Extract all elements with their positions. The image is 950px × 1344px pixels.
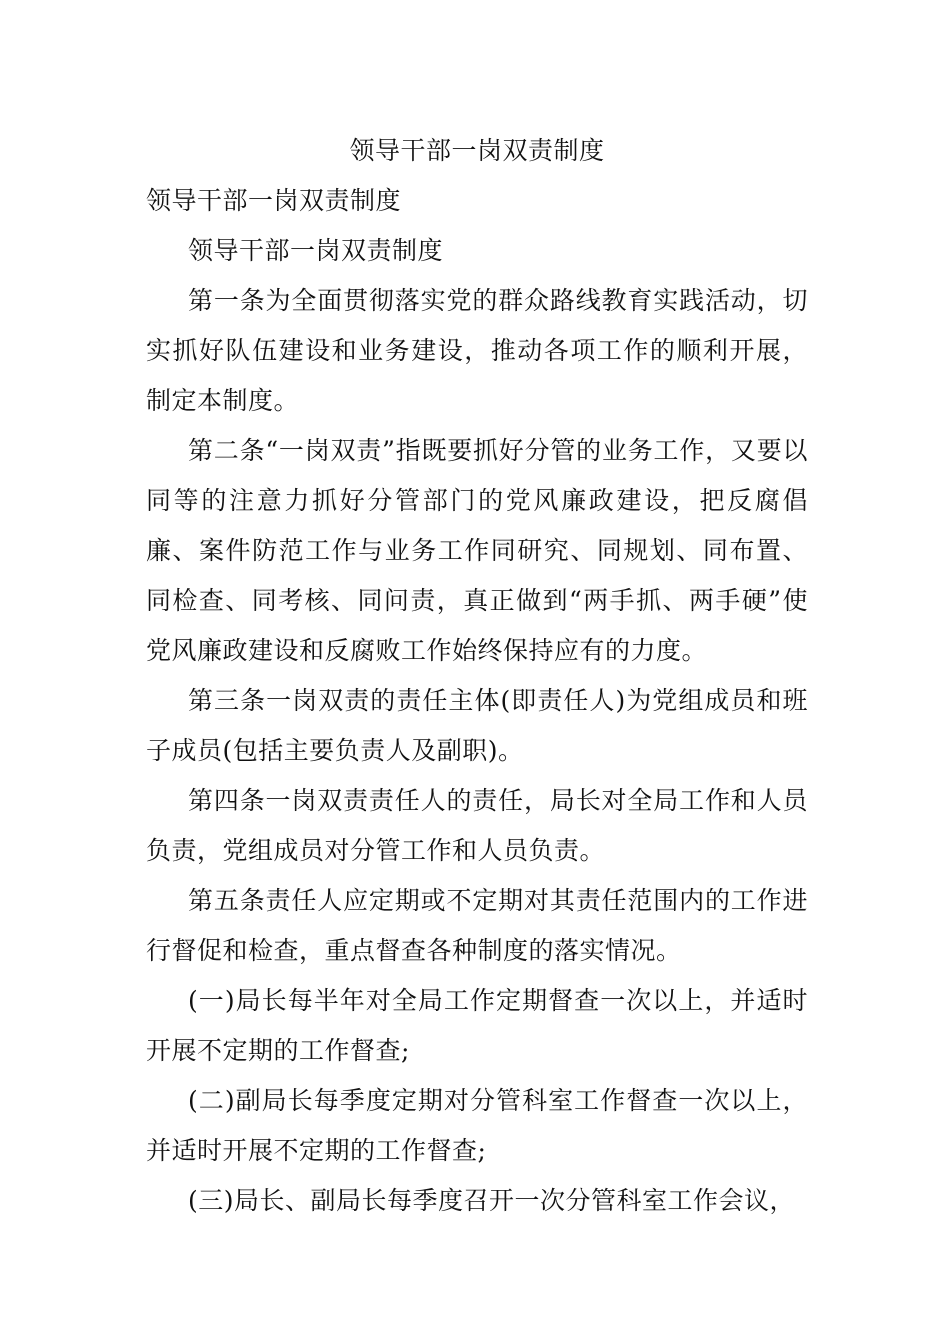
document-body: [146, 126, 808, 1226]
paragraph-article-3: 第三条一岗双责的责任主体(即责任人)为党组成员和班子成员(包括主要负责人及副职)。: [146, 686, 808, 765]
document-title: 领导干部一岗双责制度: [349, 136, 605, 165]
paragraph-article-5: 第五条责任人应定期或不定期对其责任范围内的工作进行督促和检查，重点督查各种制度的落实情况。: [146, 886, 808, 965]
paragraph-item-2: (二)副局长每季度定期对分管科室工作督查一次以上，并适时开展不定期的工作督查;: [146, 1086, 808, 1165]
paragraph-subheading: 领导干部一岗双责制度: [188, 236, 444, 265]
paragraph-article-4: 第四条一岗双责责任人的责任，局长对全局工作和人员负责，党组成员对分管工作和人员负责。: [146, 786, 808, 865]
paragraph-item-1: (一)局长每半年对全局工作定期督查一次以上，并适时开展不定期的工作督查;: [146, 986, 808, 1065]
paragraph-article-2: 第二条“一岗双责”指既要抓好分管的业务工作，又要以同等的注意力抓好分管部门的党风廉政建设，把反腐倡廉、案件防范工作与业务工作同研究、同规划、同布置、同检查、同考核、同问责，真正做到“两手抓、两手硬”使党风廉政建设和反腐败工作始终保持应有的力度。: [146, 436, 808, 665]
paragraph-article-1: 第一条为全面贯彻落实党的群众路线教育实践活动，切实抓好队伍建设和业务建设，推动各项工作的顺利开展，制定本制度。: [146, 286, 808, 415]
paragraph-item-3: (三)局长、副局长每季度召开一次分管科室工作会议，: [188, 1186, 796, 1215]
paragraph-heading: 领导干部一岗双责制度: [146, 186, 402, 215]
